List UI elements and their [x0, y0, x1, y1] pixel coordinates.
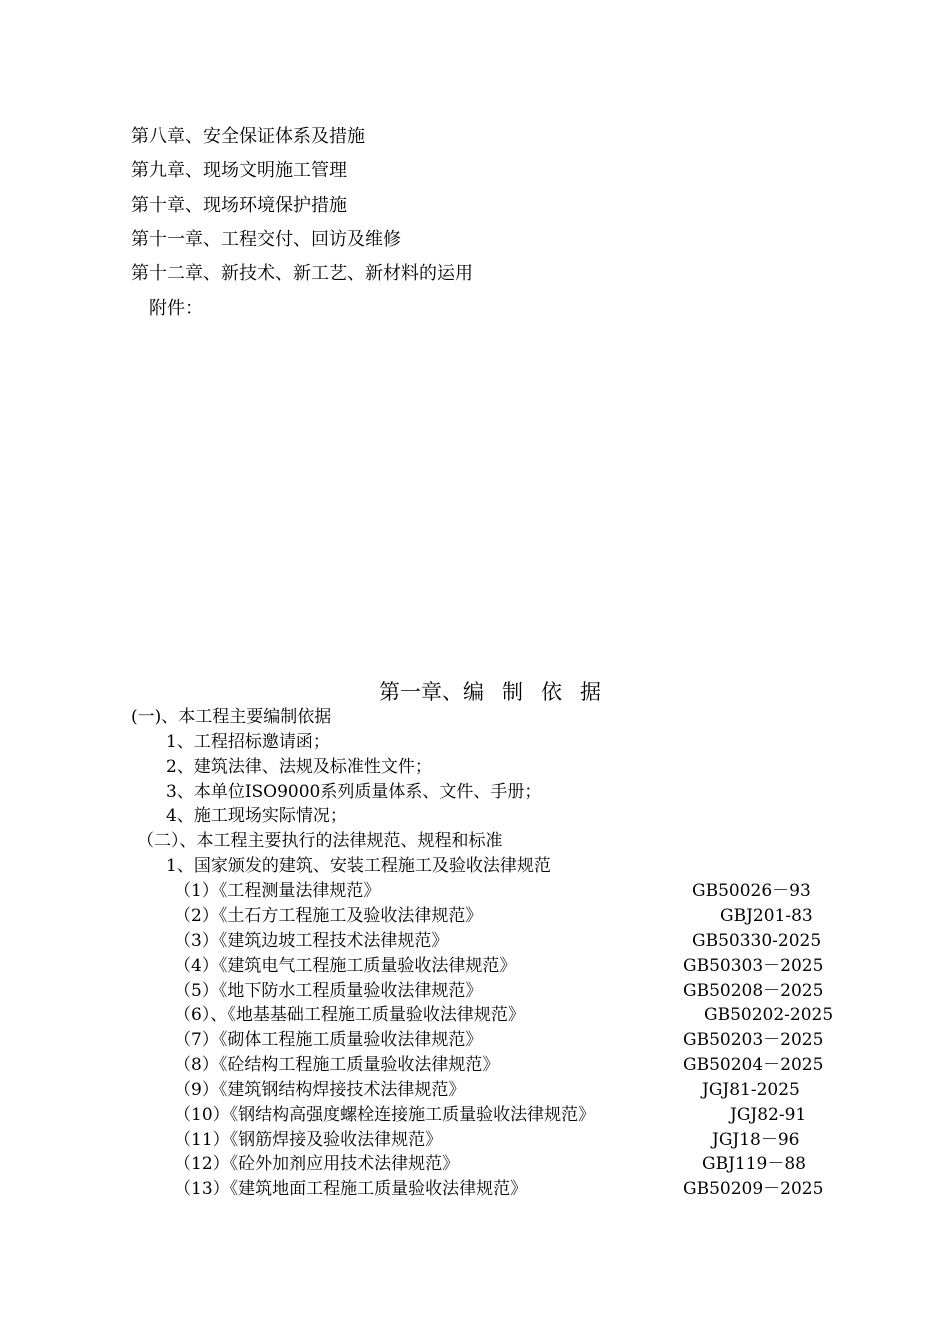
standard-row — [0, 930, 950, 952]
chapter-title-part: 第一章、编 — [379, 680, 484, 704]
standard-code: GB50303－2025 — [683, 956, 824, 976]
toc-item-ch10: 第十章、现场环境保护措施 — [131, 195, 347, 216]
list-item: 4、施工现场实际情况； — [166, 806, 347, 826]
standard-code: GB50026－93 — [692, 881, 811, 901]
standard-row — [0, 1029, 950, 1051]
standard-name: （11）《钢筋焊接及验收法律规范》 — [174, 1130, 443, 1150]
standard-row — [0, 955, 950, 977]
standard-code: GBJ201-83 — [720, 906, 813, 926]
standard-row — [0, 905, 950, 927]
standard-code: GB50204－2025 — [683, 1055, 824, 1075]
standard-row — [0, 1153, 950, 1175]
standard-row — [0, 980, 950, 1002]
standard-name: （8）《砼结构工程施工质量验收法律规范》 — [174, 1055, 500, 1075]
toc-item-ch8: 第八章、安全保证体系及措施 — [131, 126, 365, 147]
attachment-label: 附件： — [149, 298, 203, 319]
standard-name: （1）《工程测量法律规范》 — [174, 881, 381, 901]
standard-row — [0, 1178, 950, 1200]
standard-name: （6）、《地基基础工程施工质量验收法律规范》 — [174, 1005, 525, 1025]
section-heading: (一)、本工程主要编制依据 — [131, 707, 332, 727]
standard-row — [0, 880, 950, 902]
toc-item-ch12: 第十二章、新技术、新工艺、新材料的运用 — [131, 263, 473, 284]
standard-row — [0, 1129, 950, 1151]
standard-code: JGJ18－96 — [712, 1130, 800, 1150]
standard-code: GB50203－2025 — [683, 1030, 824, 1050]
standard-name: （3）《建筑边坡工程技术法律规范》 — [174, 931, 449, 951]
toc-item-ch11: 第十一章、工程交付、回访及维修 — [131, 229, 401, 250]
standard-name: （12）《砼外加剂应用技术法律规范》 — [174, 1154, 460, 1174]
standard-row — [0, 1104, 950, 1126]
subsection-heading: 1、国家颁发的建筑、安装工程施工及验收法律规范 — [166, 856, 551, 876]
standard-name: （9）《建筑钢结构焊接技术法律规范》 — [174, 1080, 466, 1100]
toc-item-ch9: 第九章、现场文明施工管理 — [131, 160, 347, 181]
standard-code: GB50208－2025 — [683, 981, 824, 1001]
standard-row — [0, 1004, 950, 1026]
standard-name: （4）《建筑电气工程施工质量验收法律规范》 — [174, 956, 517, 976]
standard-name: （7）《砌体工程施工质量验收法律规范》 — [174, 1030, 483, 1050]
standard-code: JGJ81-2025 — [702, 1080, 800, 1100]
list-item: 3、本单位ISO9000系列质量体系、文件、手册； — [166, 782, 542, 802]
standard-name: （2）《土石方工程施工及验收法律规范》 — [174, 906, 483, 926]
chapter-title-part: 制 — [502, 680, 523, 704]
standard-name: （10）《钢结构高强度螺栓连接施工质量验收法律规范》 — [174, 1105, 596, 1125]
chapter-title-part: 依 — [541, 680, 562, 704]
list-item: 2、建筑法律、法规及标准性文件； — [166, 757, 432, 777]
chapter-title-part: 据 — [580, 680, 601, 704]
chapter-title — [0, 679, 950, 705]
section-heading: （二）、本工程主要执行的法律规范、规程和标准 — [137, 831, 503, 851]
standard-name: （5）《地下防水工程质量验收法律规范》 — [174, 981, 483, 1001]
standard-code: GBJ119－88 — [702, 1154, 806, 1174]
standard-code: GB50209－2025 — [683, 1179, 824, 1199]
standard-code: GB50202-2025 — [704, 1005, 834, 1025]
standard-name: （13）《建筑地面工程施工质量验收法律规范》 — [174, 1179, 528, 1199]
list-item: 1、工程招标邀请函； — [166, 732, 330, 752]
standard-row — [0, 1054, 950, 1076]
standard-code: GB50330-2025 — [692, 931, 822, 951]
standard-row — [0, 1079, 950, 1101]
standard-code: JGJ82-91 — [730, 1105, 807, 1125]
